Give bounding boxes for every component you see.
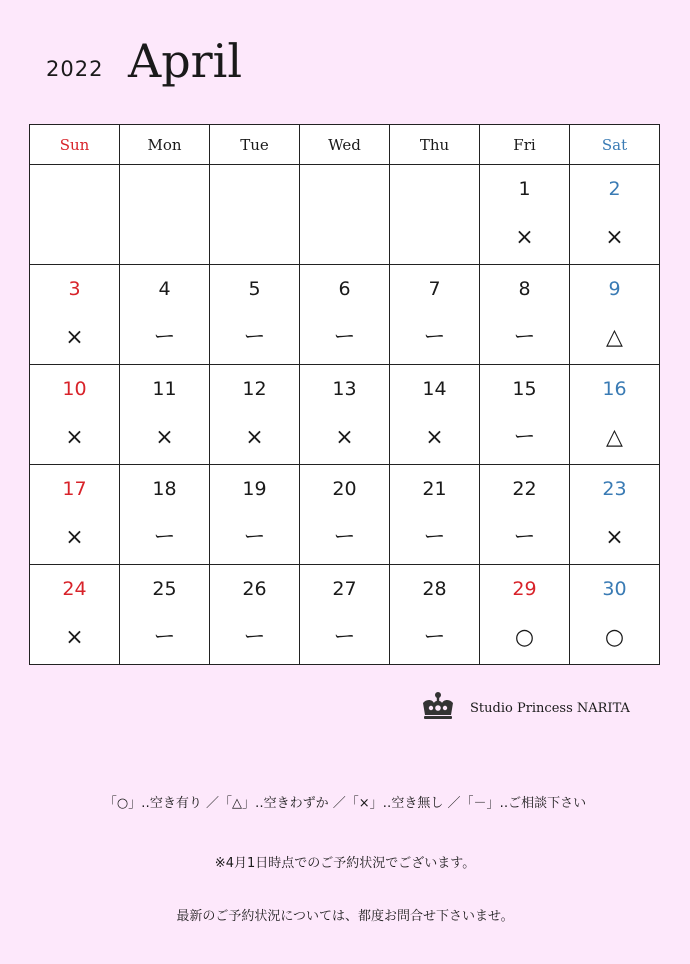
calendar-day-cell: [300, 365, 390, 465]
calendar-day-cell: [300, 465, 390, 565]
availability-mark: ×: [605, 225, 624, 250]
day-number: 17: [62, 478, 87, 500]
day-number: 18: [152, 478, 177, 500]
calendar-day-cell: [210, 565, 300, 665]
calendar-month: April: [128, 34, 243, 88]
day-number: 23: [602, 478, 627, 500]
calendar-day-cell: [210, 465, 300, 565]
calendar-grid: [29, 124, 660, 665]
availability-mark: ー: [513, 425, 536, 450]
availability-mark: ×: [65, 325, 84, 350]
availability-mark: ー: [423, 325, 446, 350]
availability-mark: ー: [423, 625, 446, 650]
availability-mark: ー: [333, 325, 356, 350]
status-legend: 「○」‥空き有り ／「△」‥空きわずか ／「×」‥空き無し ／「－」‥ご相談下さい: [103, 796, 587, 811]
calendar-day-cell: [390, 165, 480, 265]
calendar-day-cell: [480, 265, 570, 365]
day-number: 22: [512, 478, 537, 500]
availability-mark: ×: [65, 525, 84, 550]
calendar-day-cell: [570, 265, 660, 365]
availability-mark: ー: [243, 325, 266, 350]
day-number: 29: [512, 578, 537, 600]
day-number: 2: [608, 178, 621, 200]
availability-mark: ×: [65, 625, 84, 650]
day-number: 6: [338, 278, 351, 300]
calendar-day-cell: [390, 365, 480, 465]
day-number: 20: [332, 478, 357, 500]
crown-icon: [420, 691, 456, 721]
availability-mark: ×: [65, 425, 84, 450]
availability-mark: ー: [153, 525, 176, 550]
calendar-day-cell: [480, 465, 570, 565]
day-number: 30: [602, 578, 627, 600]
weekday-mon: Mon: [120, 125, 210, 165]
calendar-day-cell: [570, 365, 660, 465]
day-number: 25: [152, 578, 177, 600]
weekday-wed: Wed: [300, 125, 390, 165]
day-number: 9: [608, 278, 621, 300]
calendar-day-cell: [210, 365, 300, 465]
availability-mark: ×: [335, 425, 354, 450]
calendar-week-row: [30, 265, 660, 365]
availability-mark: ー: [423, 525, 446, 550]
calendar-day-cell: [570, 165, 660, 265]
day-number: 16: [602, 378, 627, 400]
calendar-week-row: [30, 365, 660, 465]
weekday-tue: Tue: [210, 125, 300, 165]
day-number: 21: [422, 478, 447, 500]
availability-mark: ー: [153, 625, 176, 650]
calendar-day-cell: [300, 565, 390, 665]
calendar-day-cell: [30, 565, 120, 665]
availability-mark: ー: [513, 325, 536, 350]
weekday-header-row: [30, 125, 660, 165]
calendar-day-cell: [120, 365, 210, 465]
calendar-day-cell: [30, 365, 120, 465]
day-number: 13: [332, 378, 357, 400]
day-number: 24: [62, 578, 87, 600]
contact-note: 最新のご予約状況については、都度お問合せ下さいませ。: [176, 909, 514, 924]
weekday-sat: Sat: [570, 125, 660, 165]
availability-mark: ×: [605, 525, 624, 550]
calendar-day-cell: [120, 165, 210, 265]
calendar-day-cell: [390, 565, 480, 665]
day-number: 15: [512, 378, 537, 400]
studio-name: Studio Princess NARITA: [470, 700, 630, 716]
calendar-week-row: [30, 465, 660, 565]
calendar-week-row: [30, 165, 660, 265]
calendar-day-cell: [300, 265, 390, 365]
availability-mark: ×: [515, 225, 534, 250]
calendar-day-cell: [30, 465, 120, 565]
calendar-day-cell: [120, 265, 210, 365]
availability-mark: ー: [333, 625, 356, 650]
calendar-day-cell: [210, 265, 300, 365]
day-number: 8: [518, 278, 531, 300]
day-number: 14: [422, 378, 447, 400]
availability-mark: ー: [333, 525, 356, 550]
day-number: 28: [422, 578, 447, 600]
availability-mark: ー: [243, 625, 266, 650]
availability-mark: ー: [153, 325, 176, 350]
day-number: 10: [62, 378, 87, 400]
availability-mark: ー: [243, 525, 266, 550]
day-number: 12: [242, 378, 267, 400]
day-number: 5: [248, 278, 261, 300]
calendar-day-cell: [30, 165, 120, 265]
availability-mark: △: [606, 425, 623, 450]
day-number: 7: [428, 278, 441, 300]
calendar-day-cell: [390, 465, 480, 565]
availability-mark: △: [606, 325, 623, 350]
calendar-year: 2022: [46, 57, 104, 81]
calendar-day-cell: [300, 165, 390, 265]
day-number: 4: [158, 278, 171, 300]
calendar-week-row: [30, 565, 660, 665]
calendar-day-cell: [570, 565, 660, 665]
calendar-day-cell: [120, 465, 210, 565]
day-number: 19: [242, 478, 267, 500]
calendar-day-cell: [120, 565, 210, 665]
calendar-day-cell: [570, 465, 660, 565]
availability-mark: ー: [513, 525, 536, 550]
calendar-day-cell: [390, 265, 480, 365]
day-number: 3: [68, 278, 81, 300]
availability-mark: ○: [604, 625, 625, 650]
day-number: 1: [518, 178, 531, 200]
calendar-day-cell: [30, 265, 120, 365]
availability-mark: ×: [155, 425, 174, 450]
calendar-day-cell: [480, 365, 570, 465]
day-number: 11: [152, 378, 177, 400]
weekday-fri: Fri: [480, 125, 570, 165]
as-of-note: ※4月1日時点でのご予約状況でございます。: [214, 856, 476, 871]
weekday-sun: Sun: [30, 125, 120, 165]
studio-logo: [420, 691, 630, 721]
availability-mark: ○: [514, 625, 535, 650]
calendar-day-cell: [480, 165, 570, 265]
day-number: 26: [242, 578, 267, 600]
weekday-thu: Thu: [390, 125, 480, 165]
day-number: 27: [332, 578, 357, 600]
calendar-day-cell: [480, 565, 570, 665]
calendar-day-cell: [210, 165, 300, 265]
availability-mark: ×: [425, 425, 444, 450]
availability-mark: ×: [245, 425, 264, 450]
